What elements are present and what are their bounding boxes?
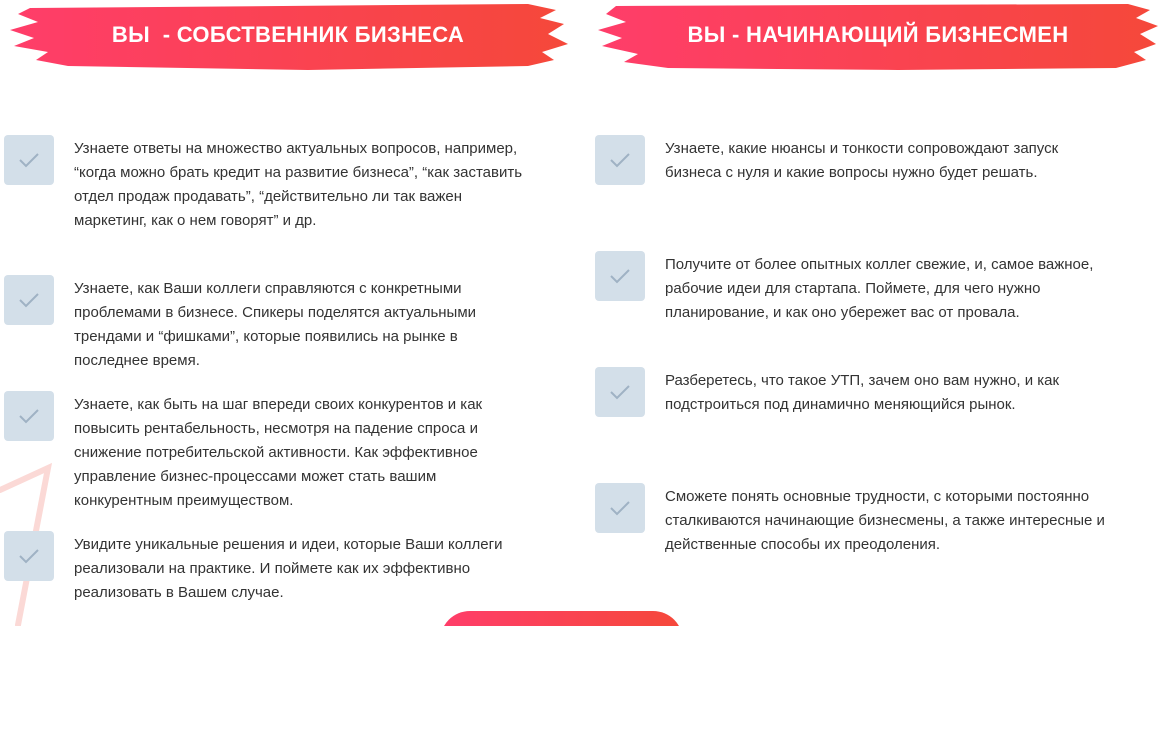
- banner-title: ВЫ - СОБСТВЕННИК БИЗНЕСА: [111, 22, 465, 47]
- banner-owner: [8, 0, 568, 74]
- checkmark-icon: [595, 367, 645, 417]
- banner-title: ВЫ - НАЧИНАЮЩИЙ БИЗНЕСМЕН: [687, 22, 1069, 47]
- list-item-text: Узнаете ответы на множество актуальных вопросов, например, “когда можно брать кредит на развитие бизнеса”, “как заставить отдел продаж продавать”, “действительно ли так важен маркетинг, как о нем говорят” и др.: [74, 140, 523, 229]
- checkmark-icon: [4, 275, 54, 325]
- checkmark-icon: [4, 135, 54, 185]
- banner-beginner: [598, 0, 1158, 74]
- checkmark-icon: [4, 531, 54, 581]
- cta-button[interactable]: [440, 611, 683, 626]
- list-item-text: Узнаете, как Ваши коллеги справляются с конкретными проблемами в бизнесе. Спикеры поделятся актуальными трендами и “фишками”, которые появились на рынке в последнее время.: [74, 280, 477, 369]
- list-item-text: Увидите уникальные решения и идеи, которые Ваши коллеги реализовали на практике. И поймете как их эффективно реализовать в Вашем случае.: [74, 536, 503, 601]
- checkmark-icon: [595, 135, 645, 185]
- list-item-text: Получите от более опытных коллег свежие, и, самое важное, рабочие идеи для стартапа. Поймете, для чего нужно планирование, и как оно убережет вас от провала.: [665, 256, 1094, 321]
- list-item-text: Разберетесь, что такое УТП, зачем оно вам нужно, и как подстроиться под динамично меняющийся рынок.: [665, 372, 1060, 413]
- checkmark-icon: [595, 251, 645, 301]
- checkmark-icon: [4, 391, 54, 441]
- list-item-text: Узнаете, какие нюансы и тонкости сопровождают запуск бизнеса с нуля и какие вопросы нужно будет решать.: [665, 140, 1059, 181]
- checkmark-icon: [595, 483, 645, 533]
- list-item-text: Сможете понять основные трудности, с которыми постоянно сталкиваются начинающие бизнесмены, а также интересные и действенные способы их преодоления.: [665, 488, 1105, 553]
- list-item-text: Узнаете, как быть на шаг впереди своих конкурентов и как повысить рентабельность, несмотря на падение спроса и снижение потребительской активности. Как эффективное управление бизнес-процессами может стать вашим конкурентным преимуществом.: [74, 396, 483, 509]
